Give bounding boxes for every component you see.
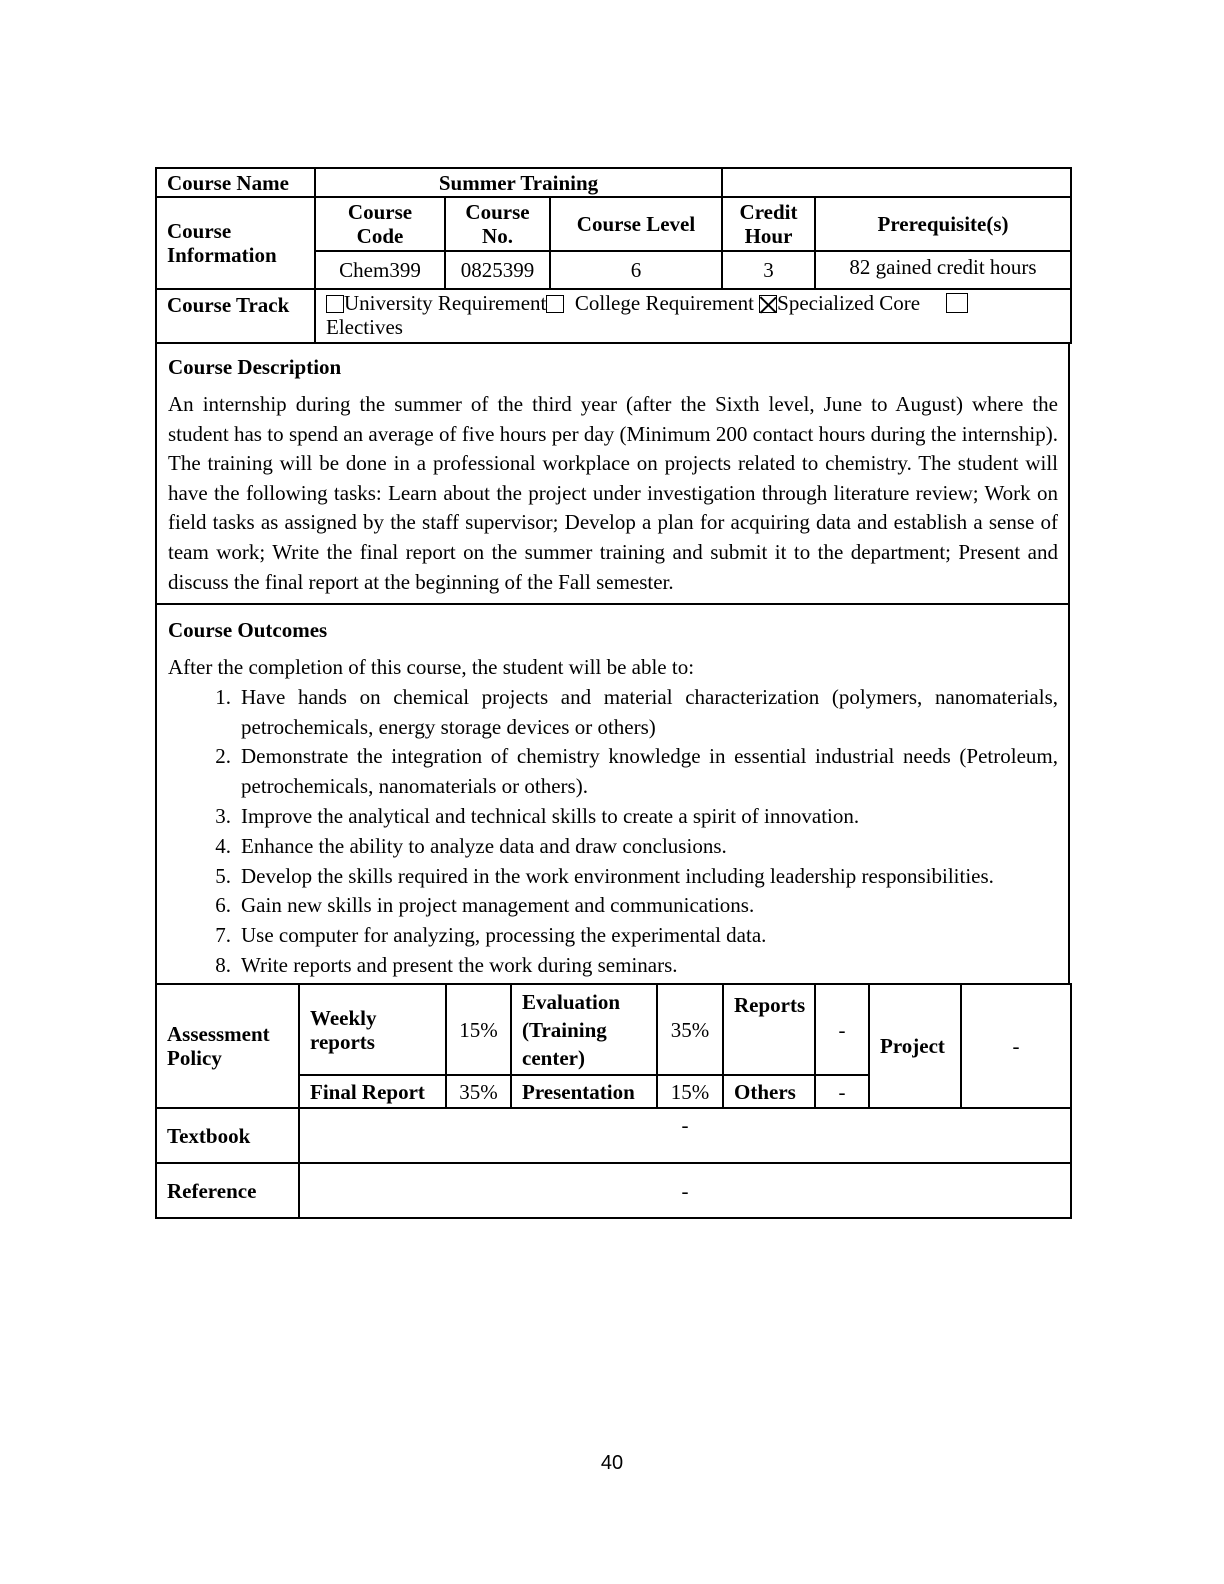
- list-item: 2. Demonstrate the integration of chemistry knowledge in essential industrial needs (Petroleum, petrochemicals, nanomaterials or others).: [215, 744, 1058, 799]
- assessment-policy-label: Assessment Policy: [156, 984, 299, 1108]
- val-course-level: 6: [550, 251, 722, 289]
- val-course-code: Chem399: [315, 251, 445, 289]
- track-electives-label: Electives: [326, 315, 403, 339]
- course-track-label: Course Track: [156, 289, 315, 343]
- track-specialized-label: Specialized Core: [777, 291, 921, 315]
- col-course-code: Course Code: [315, 197, 445, 251]
- course-outcomes-intro: After the completion of this course, the student will be able to:: [168, 655, 695, 679]
- reference-value: -: [299, 1163, 1071, 1218]
- textbook-value: -: [299, 1108, 1071, 1163]
- course-name-empty-cell: [722, 168, 1071, 197]
- track-college-label: College Requirement: [574, 291, 754, 315]
- checkbox-electives[interactable]: [946, 293, 968, 313]
- track-university-label: University Requirement: [344, 291, 547, 315]
- col-credit-hour: Credit Hour: [722, 197, 815, 251]
- project-value: -: [961, 984, 1071, 1108]
- course-header-table: [155, 167, 1072, 344]
- presentation-value: 15%: [657, 1075, 723, 1108]
- course-description-title: Course Description: [168, 355, 342, 379]
- list-item: 7. Use computer for analyzing, processing the experimental data.: [215, 923, 767, 948]
- textbook-label: Textbook: [156, 1108, 299, 1163]
- reference-label: Reference: [156, 1163, 299, 1218]
- others-label: Others: [723, 1075, 815, 1108]
- evaluation-value: 35%: [657, 984, 723, 1075]
- list-item: 1. Have hands on chemical projects and material characterization (polymers, nanomaterials, petrochemicals, energy storage devices or others): [215, 684, 1058, 739]
- reports-value: -: [815, 984, 869, 1075]
- weekly-reports-value: 15%: [446, 984, 511, 1075]
- course-name-value: Summer Training: [315, 168, 722, 197]
- list-item: 6. Gain new skills in project management and communications.: [215, 893, 755, 918]
- col-course-no: Course No.: [445, 197, 550, 251]
- course-track-options: [315, 289, 1071, 343]
- page-number: 40: [600, 1452, 624, 1474]
- project-label: Project: [869, 984, 961, 1108]
- presentation-label: Presentation: [511, 1075, 657, 1108]
- assessment-table: [155, 983, 1072, 1219]
- checkbox-college[interactable]: [546, 295, 564, 313]
- course-name-label: Course Name: [156, 168, 315, 197]
- others-value: -: [815, 1075, 869, 1108]
- val-course-no: 0825399: [445, 251, 550, 289]
- course-outcomes-title: Course Outcomes: [168, 618, 328, 642]
- course-description-section: [155, 342, 1070, 605]
- list-item: 3. Improve the analytical and technical skills to create a spirit of innovation.: [215, 803, 860, 828]
- list-item: 4. Enhance the ability to analyze data and draw conclusions.: [215, 833, 727, 858]
- list-item: 5. Develop the skills required in the work environment including leadership responsibilities.: [215, 863, 994, 888]
- weekly-reports-label: Weekly reports: [299, 984, 446, 1075]
- checkbox-specialized-checked[interactable]: [759, 295, 777, 313]
- list-item: 8. Write reports and present the work during seminars.: [215, 952, 678, 977]
- final-report-value: 35%: [446, 1075, 511, 1108]
- outcomes-list: [168, 683, 1058, 981]
- course-outcomes-section: [155, 605, 1070, 985]
- course-description-text: An internship during the summer of the third year (after the Sixth level, June to August) where the student has to spend an average of five hours per day (Minimum 200 contact hours during the internship). The training will be done in a professional workplace on projects related to chemistry. The student will have the following tasks: Learn about the project under investigation through literature review; Work on field tasks as assigned by the staff supervisor; Develop a plan for acquiring data and establish a sense of team work; Write the final report on the summer training and submit it to the department; Present and discuss the final report at the beginning of the Fall semester.: [168, 392, 1058, 594]
- evaluation-label: Evaluation (Training center): [511, 984, 657, 1075]
- checkbox-university[interactable]: [326, 295, 344, 313]
- col-prerequisites: Prerequisite(s): [815, 197, 1071, 251]
- course-info-label: Course Information: [156, 197, 315, 289]
- col-course-level: Course Level: [550, 197, 722, 251]
- val-prerequisites: 82 gained credit hours: [815, 251, 1071, 289]
- val-credit-hour: 3: [722, 251, 815, 289]
- final-report-label: Final Report: [299, 1075, 446, 1108]
- reports-label: Reports: [723, 984, 815, 1075]
